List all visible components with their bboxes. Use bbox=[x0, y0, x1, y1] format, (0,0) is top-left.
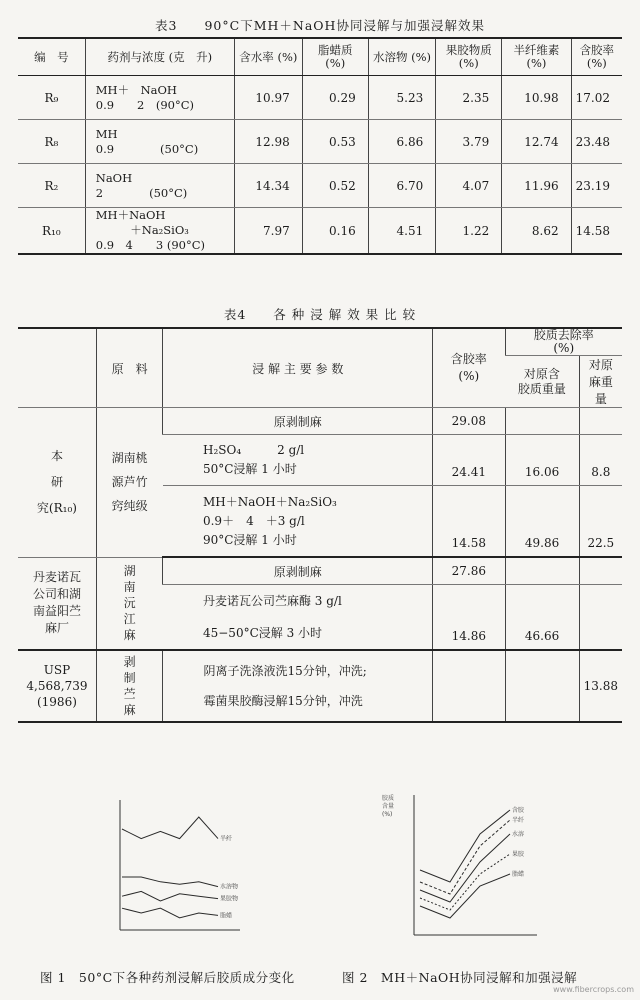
series-line bbox=[122, 908, 218, 918]
value-cell: 14.58 bbox=[571, 208, 622, 255]
series-label: 果胶 bbox=[512, 851, 525, 858]
gum-cell: 29.08 bbox=[433, 408, 505, 435]
value-cell: 0.53 bbox=[302, 120, 368, 164]
table3-title: 表3 90°C下MH＋NaOH协同浸解与加强浸解效果 bbox=[155, 18, 485, 33]
value-cell: 14.34 bbox=[234, 164, 302, 208]
table4-title: 表4 各 种 浸 解 效 果 比 较 bbox=[223, 307, 417, 322]
value-cell: 5.23 bbox=[368, 76, 436, 120]
value-cell: 0.52 bbox=[302, 164, 368, 208]
series-label: 脂蜡 bbox=[512, 871, 525, 878]
figure2-caption: 图 2 MH＋NaOH协同浸解和加强浸解 bbox=[342, 970, 578, 985]
sample-id: R₈ bbox=[18, 120, 85, 164]
table-row bbox=[18, 408, 622, 435]
series-label: 半纤 bbox=[512, 817, 525, 824]
table4-header-material: 原 料 bbox=[96, 328, 163, 408]
table4-header-source bbox=[18, 328, 96, 408]
gum-cell: 27.86 bbox=[433, 557, 505, 585]
table-row bbox=[18, 76, 622, 120]
table4-header-removal: 胶质去除率 (%) bbox=[505, 328, 622, 356]
reagent-cell: MH＋ NaOH 0.9 2 (90°C) bbox=[85, 76, 234, 120]
rel-gum-cell bbox=[505, 650, 579, 722]
series-line bbox=[420, 834, 510, 902]
value-cell: 2.35 bbox=[436, 76, 502, 120]
gum-cell bbox=[433, 650, 505, 722]
table-row bbox=[18, 208, 622, 255]
reagent-cell: NaOH 2 (50°C) bbox=[85, 164, 234, 208]
series-line bbox=[420, 874, 510, 918]
reagent-cell: MH＋NaOH ＋Na₂SiO₃ 0.9 4 3 (90°C) bbox=[85, 208, 234, 255]
table4-header-rel-fiber: 对原麻重量 bbox=[579, 356, 622, 408]
series-label: 果胶物 bbox=[220, 895, 239, 903]
value-cell: 4.07 bbox=[436, 164, 502, 208]
rel-gum-cell: 16.06 bbox=[505, 435, 579, 486]
table-row bbox=[18, 650, 622, 722]
value-cell: 10.97 bbox=[234, 76, 302, 120]
rel-fiber-cell bbox=[579, 408, 622, 435]
source-cell: 丹麦诺瓦 公司和湖 南益阳苎 麻厂 bbox=[18, 557, 96, 650]
gum-cell: 14.58 bbox=[433, 486, 505, 558]
param-cell: MH＋NaOH＋Na₂SiO₃ 0.9＋ 4 ＋3 g/l 90°C浸解 1 小时 bbox=[163, 486, 433, 558]
gum-cell: 24.41 bbox=[433, 435, 505, 486]
series-label: 半纤 bbox=[220, 835, 233, 843]
source-cell: 本 研 究(R₁₀) bbox=[18, 408, 96, 558]
table3-header: 含水率 (%) bbox=[234, 38, 302, 76]
value-cell: 12.98 bbox=[234, 120, 302, 164]
table-row bbox=[18, 164, 622, 208]
series-line bbox=[420, 820, 510, 894]
table4-header-params: 浸 解 主 要 参 数 bbox=[163, 328, 433, 408]
figure2-y-label: 胶质 含量 (%) bbox=[382, 795, 395, 818]
table4 bbox=[18, 327, 622, 723]
value-cell: 0.29 bbox=[302, 76, 368, 120]
value-cell: 6.70 bbox=[368, 164, 436, 208]
rel-gum-cell bbox=[505, 408, 579, 435]
table3-header-row bbox=[18, 38, 622, 76]
value-cell: 3.79 bbox=[436, 120, 502, 164]
rel-gum-cell: 46.66 bbox=[505, 585, 579, 651]
value-cell: 8.62 bbox=[502, 208, 571, 255]
series-line bbox=[122, 817, 218, 839]
rel-fiber-cell bbox=[579, 585, 622, 651]
series-label: 含胶 bbox=[512, 807, 525, 814]
material-cell: 湖 南 沅 江 麻 bbox=[96, 557, 163, 650]
param-cell: 原剥制麻 bbox=[163, 557, 433, 585]
series-label: 水溶 bbox=[512, 831, 525, 838]
rel-fiber-cell bbox=[579, 557, 622, 585]
rel-gum-cell: 49.86 bbox=[505, 486, 579, 558]
series-label: 脂蜡 bbox=[220, 912, 233, 920]
figure2-chart bbox=[392, 785, 542, 945]
rel-fiber-cell: 22.5 bbox=[579, 486, 622, 558]
figure1-chart bbox=[100, 790, 245, 940]
value-cell: 11.96 bbox=[502, 164, 571, 208]
param-cell: 原剥制麻 bbox=[163, 408, 433, 435]
table3-header: 含胶率 (%) bbox=[571, 38, 622, 76]
table-row bbox=[18, 120, 622, 164]
table3-header: 脂蜡质 (%) bbox=[302, 38, 368, 76]
series-line bbox=[122, 891, 218, 901]
table-row bbox=[18, 557, 622, 585]
value-cell: 7.97 bbox=[234, 208, 302, 255]
table3-header: 半纤维素 (%) bbox=[502, 38, 571, 76]
material-cell: 湖南桃 源芦竹 窍纯级 bbox=[96, 408, 163, 558]
rel-fiber-cell: 13.88 bbox=[579, 650, 622, 722]
series-line bbox=[122, 877, 218, 887]
rel-gum-cell bbox=[505, 557, 579, 585]
table4-header-gum: 含胶率 (%) bbox=[433, 328, 505, 408]
value-cell: 23.48 bbox=[571, 120, 622, 164]
watermark: www.fibercrops.com bbox=[553, 985, 634, 994]
value-cell: 0.16 bbox=[302, 208, 368, 255]
param-cell: 丹麦诺瓦公司苎麻酶 3 g/l 45−50°C浸解 3 小时 bbox=[163, 585, 433, 651]
table4-header-row bbox=[18, 328, 622, 356]
figure1-caption: 图 1 50°C下各种药剂浸解后胶质成分变化 bbox=[40, 970, 295, 985]
source-cell: USP 4,568,739 (1986) bbox=[18, 650, 96, 722]
table4-header-rel-gum: 对原含 胶质重量 bbox=[505, 356, 579, 408]
value-cell: 1.22 bbox=[436, 208, 502, 255]
series-label: 水溶物 bbox=[220, 883, 239, 891]
value-cell: 10.98 bbox=[502, 76, 571, 120]
reagent-cell: MH 0.9 (50°C) bbox=[85, 120, 234, 164]
sample-id: R₂ bbox=[18, 164, 85, 208]
table3 bbox=[18, 37, 622, 255]
rel-fiber-cell: 8.8 bbox=[579, 435, 622, 486]
value-cell: 23.19 bbox=[571, 164, 622, 208]
param-cell: H₂SO₄ 2 g/l 50°C浸解 1 小时 bbox=[163, 435, 433, 486]
gum-cell: 14.86 bbox=[433, 585, 505, 651]
value-cell: 12.74 bbox=[502, 120, 571, 164]
value-cell: 6.86 bbox=[368, 120, 436, 164]
value-cell: 4.51 bbox=[368, 208, 436, 255]
table3-header: 药剂与浓度 (克 升) bbox=[85, 38, 234, 76]
sample-id: R₁₀ bbox=[18, 208, 85, 255]
table3-header: 果胶物质 (%) bbox=[436, 38, 502, 76]
material-cell: 剥 制 苎 麻 bbox=[96, 650, 163, 722]
table3-header: 水溶物 (%) bbox=[368, 38, 436, 76]
value-cell: 17.02 bbox=[571, 76, 622, 120]
table3-header: 编 号 bbox=[18, 38, 85, 76]
sample-id: R₉ bbox=[18, 76, 85, 120]
param-cell: 阴离子洗涤液洗15分钟，冲洗; 霉菌果胶酶浸解15分钟，冲洗 bbox=[163, 650, 433, 722]
